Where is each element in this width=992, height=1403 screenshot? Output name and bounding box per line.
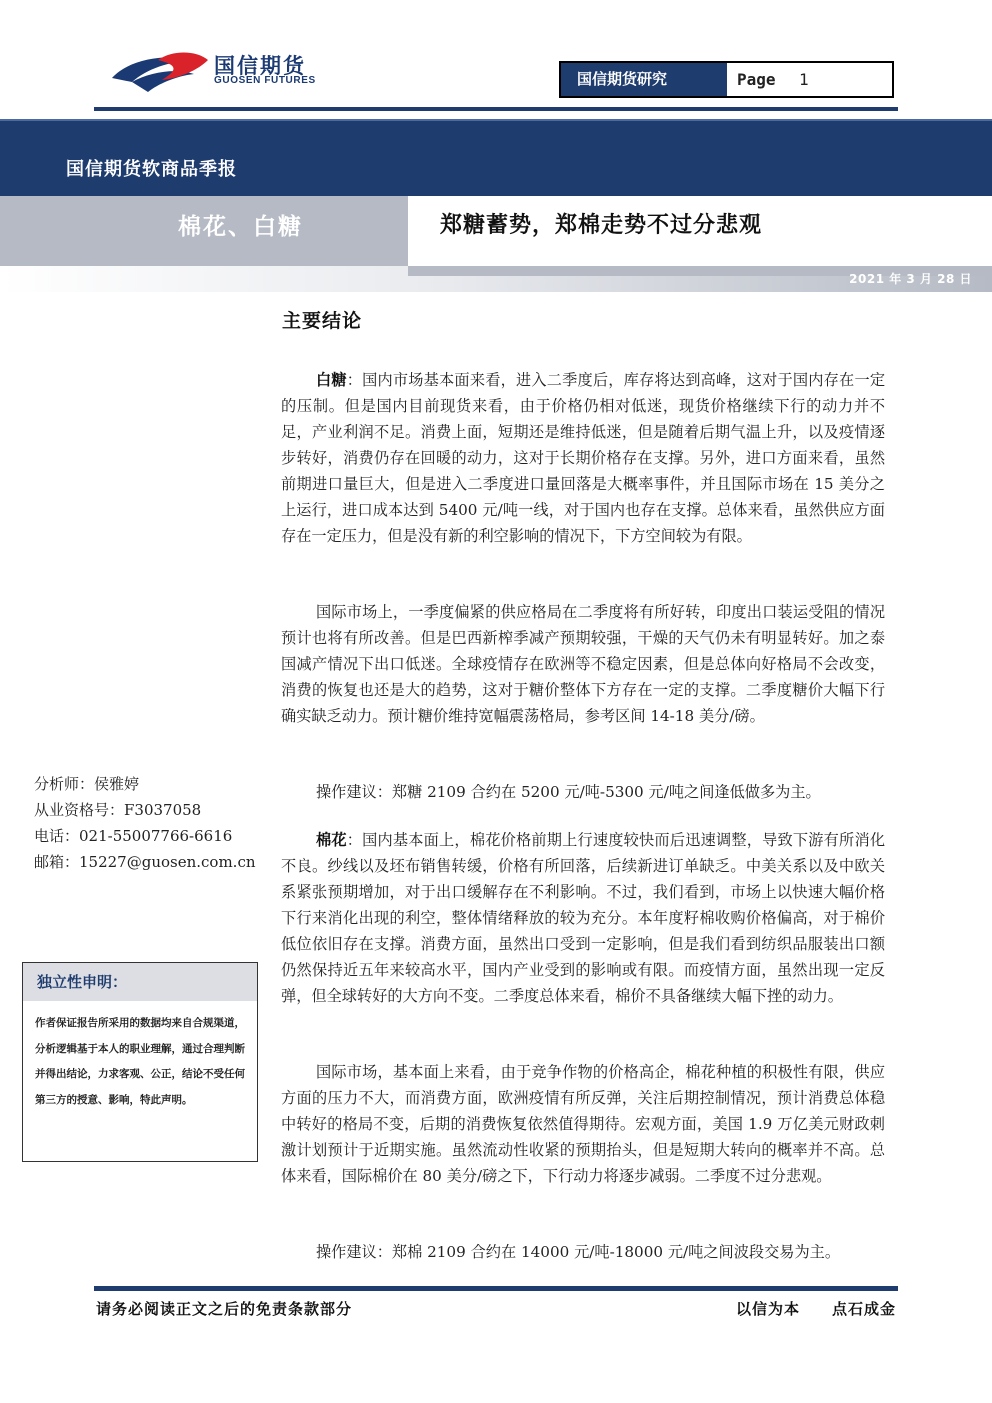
- sugar-advice: 操作建议：郑糖 2109 合约在 5200 元/吨-5300 元/吨之间逢低做多为主。: [315, 783, 821, 801]
- analyst-name: 分析师：侯雅婷: [34, 775, 140, 793]
- section-title: 主要结论: [282, 310, 363, 332]
- footer-disclaimer-note: 请务必阅读正文之后的免责条款部分: [96, 1300, 353, 1318]
- page-label: Page: [737, 70, 776, 89]
- footer-rule: [94, 1286, 898, 1291]
- sugar-international-paragraph: 国际市场上，一季度偏紧的供应格局在二季度将有所好转，印度出口装运受阻的情况预计也将有所改善。但是巴西新榨季减产预期较强，干燥的天气仍未有明显转好。加之泰国减产情况下出口低迷。全球疫情存在欧洲等不稳定因素，但是总体向好格局不会改变，消费的恢复也还是大的趋势，这对于糖价整体下方存在一定的支撑。二季度糖价大幅下行确实缺乏动力。预计糖价维持宽幅震荡格局，参考区间 14-18 美分/磅。: [281, 603, 885, 725]
- sugar-domestic-paragraph: [281, 367, 885, 549]
- page-number: 1: [799, 70, 809, 89]
- cotton-advice: 操作建议：郑棉 2109 合约在 14000 元/吨-18000 元/吨之间波段交易为主。: [315, 1243, 841, 1261]
- independence-statement-box: [22, 962, 258, 1162]
- independence-statement-title: 独立性申明：: [23, 963, 257, 1001]
- research-label: 国信期货研究: [561, 63, 727, 96]
- header-rule: [94, 107, 898, 111]
- research-page-box: [559, 61, 894, 98]
- report-series-title: 国信期货软商品季报: [66, 159, 237, 180]
- logo-english-name: GUOSEN FUTURES: [214, 75, 316, 86]
- analyst-phone: 电话：021-55007766-6616: [34, 827, 233, 845]
- cotton-label: 棉花: [315, 831, 347, 849]
- analyst-license: 从业资格号：F3037058: [34, 801, 202, 819]
- logo-chinese-name: 国信期货: [214, 54, 306, 78]
- cotton-domestic-text: ：国内基本面上，棉花价格前期上行速度较快而后迅速调整，导致下游有所消化不良。纱线以及坯布销售转缓，价格有所回落，后续新进订单缺乏。中美关系以及中欧关系紧张预期增加，对于出口缓解存在不利影响。不过，我们看到，市场上以快速大幅价格下行来消化出现的利空，整体情绪释放的较为充分。本年度籽棉收购价格偏高，对于棉价低位依旧存在支撑。消费方面，虽然出口受到一定影响，但是我们看到纺织品服装出口额仍然保持近五年来较高水平，国内产业受到的影响或有限。而疫情方面，虽然出现一定反弹，但全球转好的大方向不变。二季度总体来看，棉价不具备继续大幅下挫的动力。: [281, 831, 886, 1005]
- analyst-email: 邮箱：15227@guosen.com.cn: [34, 853, 256, 871]
- sugar-domestic-text: ：国内市场基本面来看，进入二季度后，库存将达到高峰，这对于国内存在一定的压制。但是国内目前现货来看，由于价格仍相对低迷，现货价格继续下行的动力并不足，产业利润不足。消费上面，短期还是维持低迷，但是随着后期气温上升，以及疫情逐步转好，消费仍存在回暖的动力，这对于长期价格存在支撑。另外，进口方面来看，虽然前期进口量巨大，但是进入二季度进口量回落是大概率事件，并且国际市场在 15 美分之上运行，进口成本达到 5400 元/吨一线，对于国内也存在支撑。总体来看，虽然供应方面存在一定压力，但是没有新的利空影响的情况下，下方空间较为有限。: [281, 371, 886, 545]
- report-headline: 郑糖蓄势，郑棉走势不过分悲观: [440, 212, 763, 238]
- independence-statement-body: 作者保证报告所采用的数据均来自合规渠道，分析逻辑基于本人的职业理解，通过合理判断并得出结论，力求客观、公正，结论不受任何第三方的授意、影响，特此声明。: [35, 1017, 245, 1106]
- footer-slogan: 以信为本 点石成金: [735, 1300, 896, 1318]
- cotton-international-paragraph: 国际市场，基本面上来看，由于竞争作物的价格高企，棉花种植的积极性有限，供应方面的压力不大，而消费方面，欧洲疫情有所反弹，关注后期控制情况，预计消费总体稳中转好的格局不变，后期的消费恢复依然值得期待。宏观方面，美国 1.9 万亿美元财政刺激计划预计于近期实施。虽然流动性收紧的预期抬头，但是短期大转向的概率并不高。总体来看，国际棉价在 80 美分/磅之下，下行动力将逐步减弱。二季度不过分悲观。: [281, 1063, 885, 1185]
- sugar-label: 白糖: [315, 371, 347, 389]
- cotton-domestic-paragraph: [281, 827, 885, 1009]
- category-title: 棉花、白糖: [178, 213, 303, 240]
- report-date: 2021 年 3 月 28 日: [849, 272, 972, 286]
